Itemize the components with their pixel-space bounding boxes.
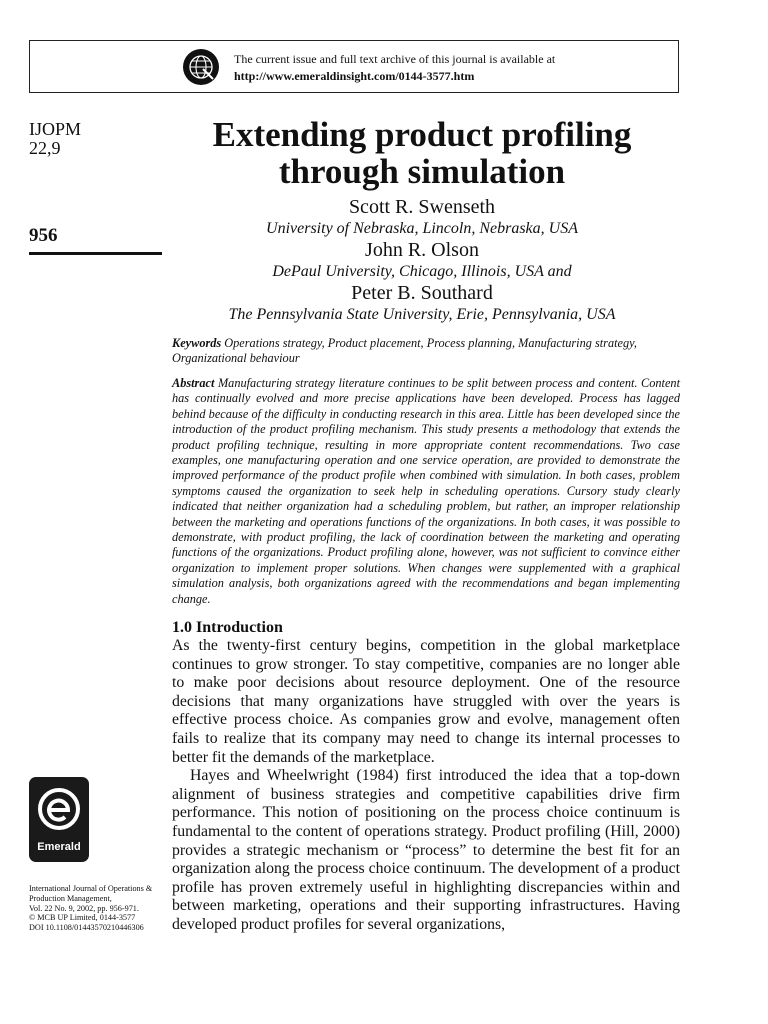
citation-line: Vol. 22 No. 9, 2002, pp. 956-971. bbox=[29, 903, 139, 913]
body-text bbox=[172, 637, 680, 935]
keywords-label: Keywords bbox=[172, 336, 222, 350]
abstract-label: Abstract bbox=[172, 376, 215, 390]
journal-volume-issue: 22,9 bbox=[29, 138, 61, 158]
author-affiliation: DePaul University, Chicago, Illinois, USA and bbox=[272, 263, 572, 280]
keywords-text: Operations strategy, Product placement, Process planning, Manufacturing strategy, Organizational behaviour bbox=[172, 336, 637, 365]
journal-abbreviation bbox=[29, 120, 81, 158]
body-paragraph: Hayes and Wheelwright (1984) first introduced the idea that a top-down alignment of business strategies and competitive capabilities drive firm performance. This notion of positioning on the process choice continuum is fundamental to the content of operations strategy. Product profiling (Hill, 2000) provides a strategic mechanism or “process” to determine the best fit for an organization along the process choice continuum. The development of a product profile has proven extremely useful in highlighting discrepancies within and between marketing, operations and their supporting infrastructures. Having developed product profiles for several organizations, bbox=[172, 767, 680, 933]
abstract-block bbox=[172, 376, 680, 607]
author-affiliation: University of Nebraska, Lincoln, Nebraska, USA bbox=[266, 220, 578, 237]
journal-access-banner bbox=[29, 40, 679, 93]
citation-line: Production Management, bbox=[29, 893, 112, 903]
emerald-logo-icon bbox=[35, 785, 83, 837]
abstract-text: Manufacturing strategy literature continues to be split between process and content. Content has continually evolved and more precise applications have been developed. Process has lagged behind because of the difficulty in conducting research in this area. Little has been developed since the introduction of the product profiling mechanism. This study presents a methodology that extends the product profiling technique, resulting in more appropriate content recommendations. Two case examples, one manufacturing operation and one service operation, are provided to demonstrate the improved performance of the product profile when combined with simulation. In both cases, problem symptoms caused the organization to seek help in scheduling operations. Cursory study clearly indicated that neither organization had a scheduling problem, but rather, an improper relationship between the marketing and operations functions of the organizations. In both cases, it was possible to demonstrate, with product profiling, the lack of coordination between the marketing and operating functions of the organizations. Product profiling alone, however, was not sufficient to convince either organization to implement proper solutions. When changes were supplemented with a graphical simulation analysis, both organizations agreed with the recommendations and began implementing change. bbox=[172, 376, 680, 606]
section-heading: 1.0 Introduction bbox=[172, 619, 283, 636]
author-affiliation: The Pennsylvania State University, Erie, Pennsylvania, USA bbox=[228, 306, 616, 323]
citation-line: International Journal of Operations & bbox=[29, 884, 153, 893]
author-name: Scott R. Swenseth bbox=[348, 196, 496, 218]
author-list bbox=[172, 196, 672, 325]
body-paragraph: As the twenty-first century begins, competition in the global marketplace continues to grow stronger. To stay competitive, companies are no longer able to make poor decisions about resource deployment. One of the resource decisions that many organizations have struggled with over the years is effective process choice. As companies grow and evolve, management often fails to realize that its company may need to change its internal processes to better fit the demands of the marketplace. bbox=[172, 637, 680, 766]
banner-text: The current issue and full text archive of this journal is available at bbox=[234, 52, 556, 66]
article-title bbox=[172, 116, 672, 190]
citation-line: © MCB UP Limited, 0144-3577 bbox=[29, 913, 136, 923]
citation-block bbox=[29, 884, 169, 933]
page-number: 956 bbox=[29, 225, 58, 246]
title-line-2: through simulation bbox=[278, 152, 566, 191]
journal-name: IJOPM bbox=[29, 119, 82, 139]
keywords-block bbox=[172, 336, 680, 366]
globe-icon bbox=[182, 48, 220, 86]
page-number-rule bbox=[29, 252, 162, 255]
emerald-logo bbox=[29, 777, 89, 862]
author-name: John R. Olson bbox=[365, 239, 479, 261]
logo-text: Emerald bbox=[37, 841, 81, 853]
title-line-1: Extending product profiling bbox=[212, 115, 632, 154]
citation-line: DOI 10.1108/01443570210446306 bbox=[29, 923, 144, 933]
author-name: Peter B. Southard bbox=[351, 282, 493, 304]
banner-url-link[interactable]: http://www.emeraldinsight.com/0144-3577.htm bbox=[234, 69, 475, 83]
